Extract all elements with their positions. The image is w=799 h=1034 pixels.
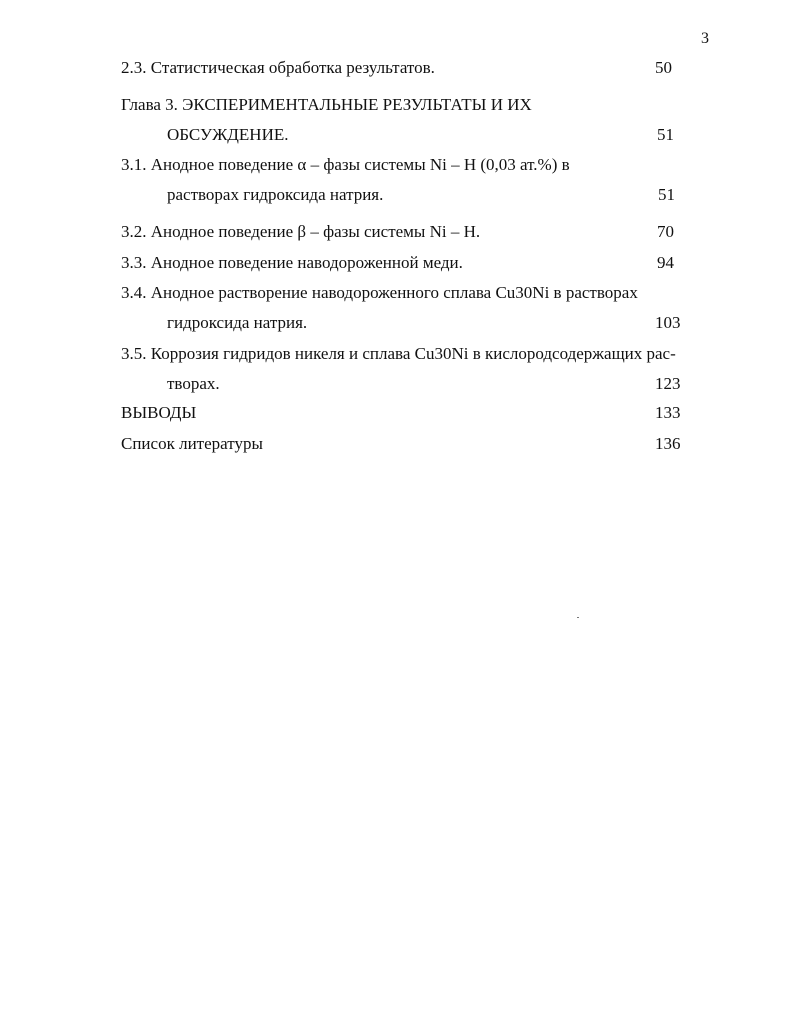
toc-page-3-5: 123 — [655, 374, 681, 393]
toc-page-references: 136 — [655, 434, 681, 453]
toc-entry-references: Список литературы — [121, 434, 263, 453]
toc-entry-3-2: 3.2. Анодное поведение β – фазы системы Ni – H. — [121, 222, 481, 241]
toc-page-3-4: 103 — [655, 313, 681, 332]
toc-page-chapter-3: 51 — [657, 125, 674, 144]
toc-page-2-3: 50 — [655, 58, 672, 77]
toc-entry-3-3: 3.3. Анодное поведение наводороженной меди. — [121, 253, 463, 272]
toc-page-conclusions: 133 — [655, 403, 681, 422]
toc-entry-3-5: 3.5. Коррозия гидридов никеля и сплава Cu30Ni в кислородсодержащих рас- — [121, 344, 676, 363]
page-number: 3 — [701, 30, 709, 47]
toc-entry-conclusions: ВЫВОДЫ — [121, 403, 197, 422]
toc-entry-3-4-cont: гидроксида натрия. — [167, 313, 308, 332]
toc-entry-chapter-3-cont: ОБСУЖДЕНИЕ. — [167, 125, 289, 144]
toc-page-3-3: 94 — [657, 253, 674, 272]
toc-page-3-1: 51 — [658, 185, 675, 204]
toc-entry-3-1: 3.1. Анодное поведение α – фазы системы Ni – H (0,03 ат.%) в — [121, 155, 570, 174]
toc-entry-chapter-3: Глава 3. ЭКСПЕРИМЕНТАЛЬНЫЕ РЕЗУЛЬТАТЫ И ИХ — [121, 95, 532, 114]
toc-entry-3-4: 3.4. Анодное растворение наводороженного сплава Cu30Ni в растворах — [121, 283, 638, 302]
toc-entry-3-5-cont: творах. — [167, 374, 220, 393]
toc-page-3-2: 70 — [657, 222, 674, 241]
toc-entry-3-1-cont: растворах гидроксида натрия. — [167, 185, 384, 204]
scan-speck — [577, 617, 579, 618]
toc-entry-2-3: 2.3. Статистическая обработка результатов. — [121, 58, 435, 77]
